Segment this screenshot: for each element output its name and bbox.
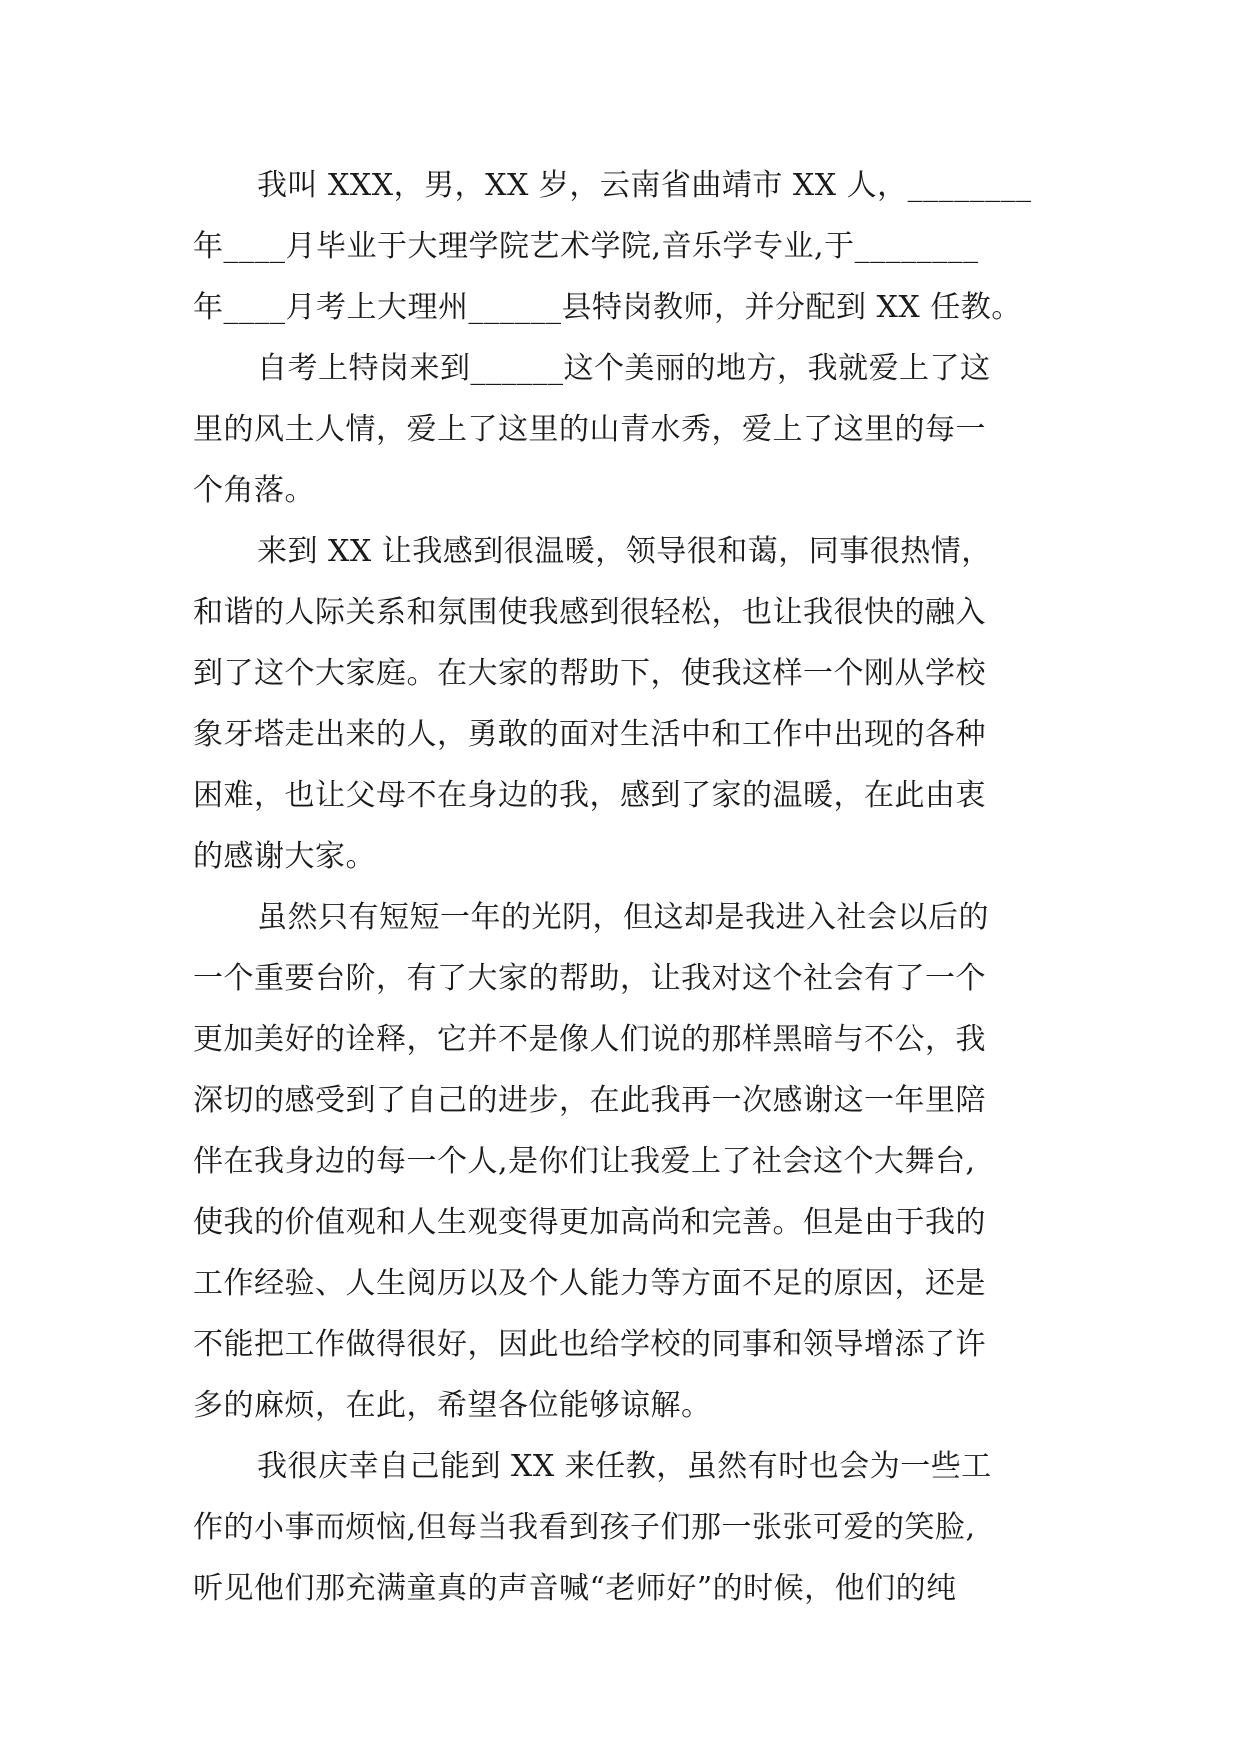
paragraph-line: 虽然只有短短一年的光阴，但这却是我进入社会以后的 (257, 900, 989, 935)
paragraph-line: 到了这个大家庭。在大家的帮助下，使我这样一个刚从学校 (193, 656, 986, 691)
paragraph-line: 来到 XX 让我感到很温暖，领导很和蔼，同事很热情， (257, 534, 992, 569)
paragraph-line: 一个重要台阶，有了大家的帮助，让我对这个社会有了一个 (193, 961, 986, 996)
paragraph-line: 作的小事而烦恼,但每当我看到孩子们那一张张可爱的笑脸, (193, 1510, 976, 1545)
document-body (193, 155, 1063, 1619)
paragraph-line: 的感谢大家。 (193, 839, 376, 874)
paragraph-line: 年____月毕业于大理学院艺术学院,音乐学专业,于________ (193, 229, 979, 264)
paragraph-line: 困难，也让父母不在身边的我，感到了家的温暖，在此由衷 (193, 778, 986, 813)
paragraph-line: 象牙塔走出来的人，勇敢的面对生活中和工作中出现的各种 (193, 717, 986, 752)
paragraph-line: 更加美好的诠释，它并不是像人们说的那样黑暗与不公，我 (193, 1022, 986, 1057)
paragraph-line: 里的风土人情，爱上了这里的山青水秀，爱上了这里的每一 (193, 412, 986, 447)
paragraph-line: 年____月考上大理州______县特岗教师，并分配到 XX 任教。 (193, 290, 1022, 325)
paragraph-line: 多的麻烦，在此，希望各位能够谅解。 (193, 1388, 712, 1423)
paragraph-line: 自考上特岗来到______这个美丽的地方，我就爱上了这 (257, 351, 991, 386)
paragraph-line: 个角落。 (193, 473, 315, 508)
paragraph-line: 使我的价值观和人生观变得更加高尚和完善。但是由于我的 (193, 1205, 986, 1240)
paragraph-line: 深切的感受到了自己的进步，在此我再一次感谢这一年里陪 (193, 1083, 986, 1118)
paragraph-line: 我很庆幸自己能到 XX 来任教，虽然有时也会为一些工 (257, 1449, 992, 1484)
paragraph-line: 不能把工作做得很好，因此也给学校的同事和领导增添了许 (193, 1327, 986, 1362)
paragraph-line: 和谐的人际关系和氛围使我感到很轻松，也让我很快的融入 (193, 595, 986, 630)
paragraph-line: 工作经验、人生阅历以及个人能力等方面不足的原因，还是 (193, 1266, 986, 1301)
paragraph-line: 我叫 XXX，男，XX 岁，云南省曲靖市 XX 人，________ (257, 168, 1032, 203)
paragraph-line: 伴在我身边的每一个人,是你们让我爱上了社会这个大舞台, (193, 1144, 976, 1179)
paragraph-line: 听见他们那充满童真的声音喊“老师好”的时候，他们的纯 (193, 1571, 957, 1606)
